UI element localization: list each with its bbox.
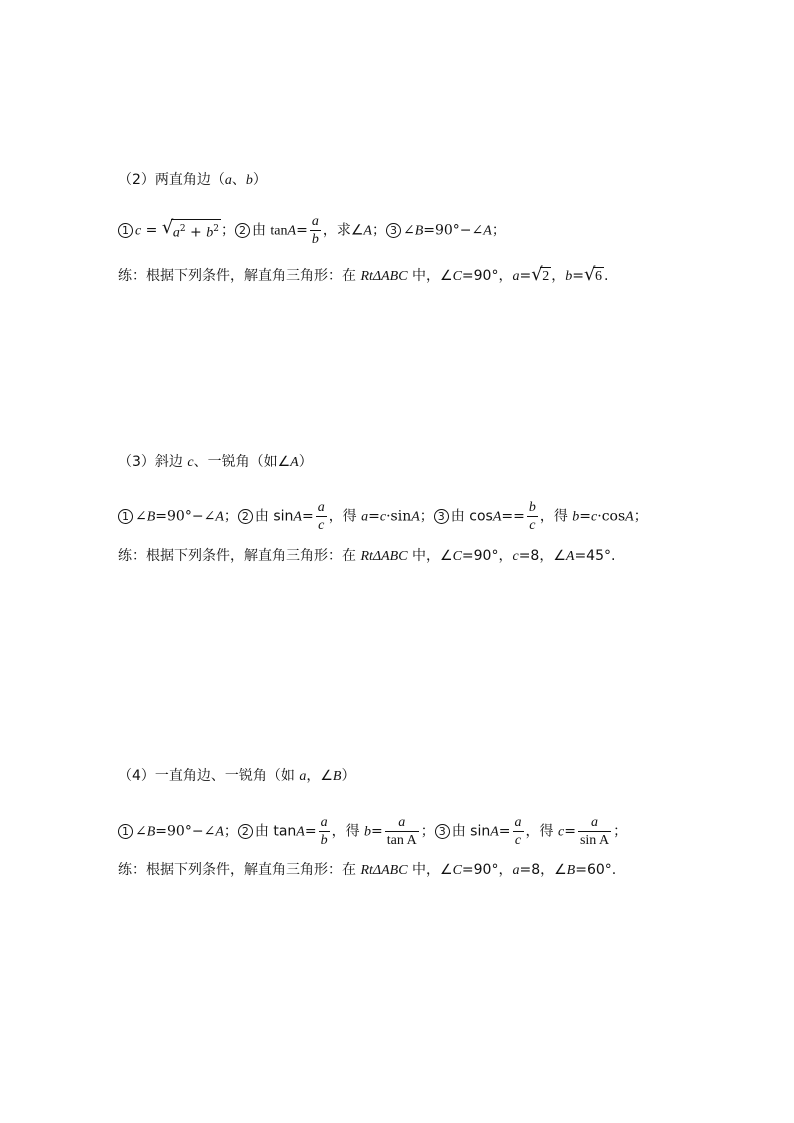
section-4-formulas: 1 ∠B=90°−∠A； 2 由 tanA= $\frac{a}{b}$ ，得 b= $\frac{a}{\text{tan A}}$ ； 3 由 sinA= $\frac{a}{c}$ ，得 c= $\frac{a}{\text{sin A}}$ ； (118, 814, 627, 849)
fraction-a-over-sinA: $\frac{a}{\text{sin A}}$ (579, 815, 610, 848)
fraction-a-over-c: $\frac{a}{c}$ (317, 500, 325, 533)
section-3-formulas: 1 ∠B=90°−∠A； 2 由 sinA= $\frac{a}{c}$ ，得 a=c·sinA； 3 由 cosA== $\frac{b}{c}$ ，得 b=c·cosA； (118, 499, 648, 534)
circled-number-1: 1 (118, 509, 133, 524)
section-4-exercise: 练：根据下列条件，解直角三角形：在 RtΔABC 中，∠C=90°，a=8，∠B=60°. (118, 862, 617, 878)
fraction-a-over-b: $\frac{a}{b}$ (311, 214, 319, 247)
section-2-heading: （2）两直角边（a、b） (118, 172, 267, 188)
section-3-heading: （3）斜边 c、一锐角（如∠A） (118, 454, 313, 470)
circled-number-1: 1 (118, 223, 133, 238)
circled-number-1: 1 (118, 824, 133, 839)
section-2-formulas: 1 c = √ $a^2 + b^2$ ； 2 由 tanA= $\frac{a}{b}$ ，求∠A； 3 ∠B=90°−∠A； (118, 213, 506, 248)
fraction-a-over-tanA: $\frac{a}{\text{tan A}}$ (386, 815, 417, 848)
circled-number-3: 3 (434, 509, 449, 524)
fraction-a-over-c: $\frac{a}{c}$ (514, 815, 522, 848)
circled-number-2: 2 (238, 824, 253, 839)
section-3-exercise: 练：根据下列条件，解直角三角形：在 RtΔABC 中，∠C=90°，c=8，∠A=45°. (118, 548, 616, 564)
sqrt-6: √ 6 (583, 264, 602, 285)
circled-number-3: 3 (435, 824, 450, 839)
fraction-a-over-b: $\frac{a}{b}$ (320, 815, 328, 848)
sqrt-a2-b2: √ $a^2 + b^2$ (161, 216, 219, 241)
section-4-heading: （4）一直角边、一锐角（如 a，∠B） (118, 768, 356, 784)
section-2-exercise: 练：根据下列条件，解直角三角形：在 RtΔABC 中，∠C=90°，a= √ 2 ，b= √ 6 . (118, 264, 609, 285)
circled-number-2: 2 (238, 509, 253, 524)
fraction-b-over-c: $\frac{b}{c}$ (528, 500, 536, 533)
circled-number-2: 2 (235, 223, 250, 238)
sqrt-2: √ 2 (531, 264, 550, 285)
circled-number-3: 3 (386, 223, 401, 238)
